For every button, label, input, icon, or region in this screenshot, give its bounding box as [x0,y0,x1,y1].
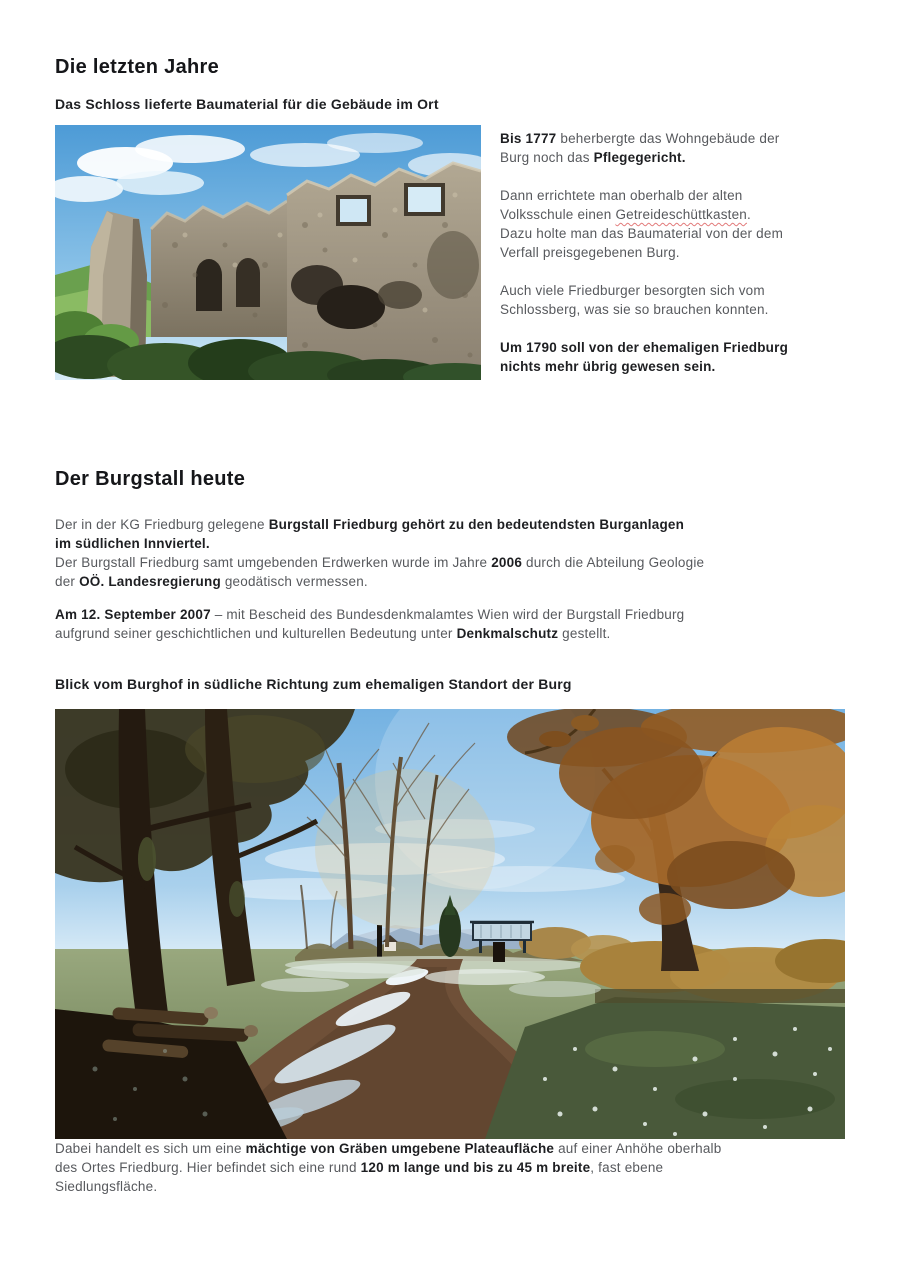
section-der-burgstall-heute [55,468,845,1196]
photo-text-row [55,125,845,395]
photo-heading-blick-vom-burghof: Blick vom Burghof in südliche Richtung zum ehemaligen Standort der Burg [55,676,572,692]
castle-ruins-illustration [55,125,481,380]
side-text-column [500,125,845,395]
paragraph-denkmalschutz: Am 12. September 2007 – mit Bescheid des Bundesdenkmalamtes Wien wird der Burgstall Friedburg aufgrund seiner geschichtlichen und kulturellen Bedeutung unter Denkmalschutz gestellt. [55,607,685,641]
section-subtitle-baumaterial: Das Schloss lieferte Baumaterial für die Gebäude im Ort [55,96,439,112]
paragraph-plateauflaeche: Dabei handelt es sich um eine mächtige von Gräben umgebene Plateaufläche auf einer Anhöhe oberhalb des Ortes Friedburg. Hier befindet sich eine rund 120 m lange und bis zu 45 m breite, fast ebene Siedlungsfläche. [55,1141,722,1194]
section-title-burgstall-heute: Der Burgstall heute [55,468,246,490]
burghof-view-photo [55,709,845,1139]
paragraph-friedburger: Auch viele Friedburger besorgten sich vom Schlossberg, was sie so brauchen konnten. [500,283,769,317]
winter-path-illustration [55,709,845,1139]
paragraph-bis-1777: Bis 1777 beherbergte das Wohngebäude der Burg noch das Pflegegericht. [500,131,780,165]
paragraph-getreideschuettkasten: Dann errichtete man oberhalb der alten Volksschule einen Getreideschüttkasten. Dazu holte man das Baumaterial von der dem Verfall preisgegebenen Burg. [500,188,784,260]
section-title-die-letzten-jahre: Die letzten Jahre [55,56,220,78]
castle-ruins-photo [55,125,481,380]
paragraph-kg-friedburg: Der in der KG Friedburg gelegene Burgstall Friedburg gehört zu den bedeutendsten Burganlagen im südlichen Innviertel. Der Burgstall Friedburg samt umgebenden Erdwerken wurde im Jahre 2006 durch die Abteilung Geologie der OÖ. Landesregierung geodätisch vermessen. [55,517,705,589]
foreground-logs-and-mound [55,1007,287,1139]
paragraph-um-1790: Um 1790 soll von der ehemaligen Friedburg nichts mehr übrig gewesen sein. [500,340,789,374]
section-die-letzten-jahre [55,56,845,395]
